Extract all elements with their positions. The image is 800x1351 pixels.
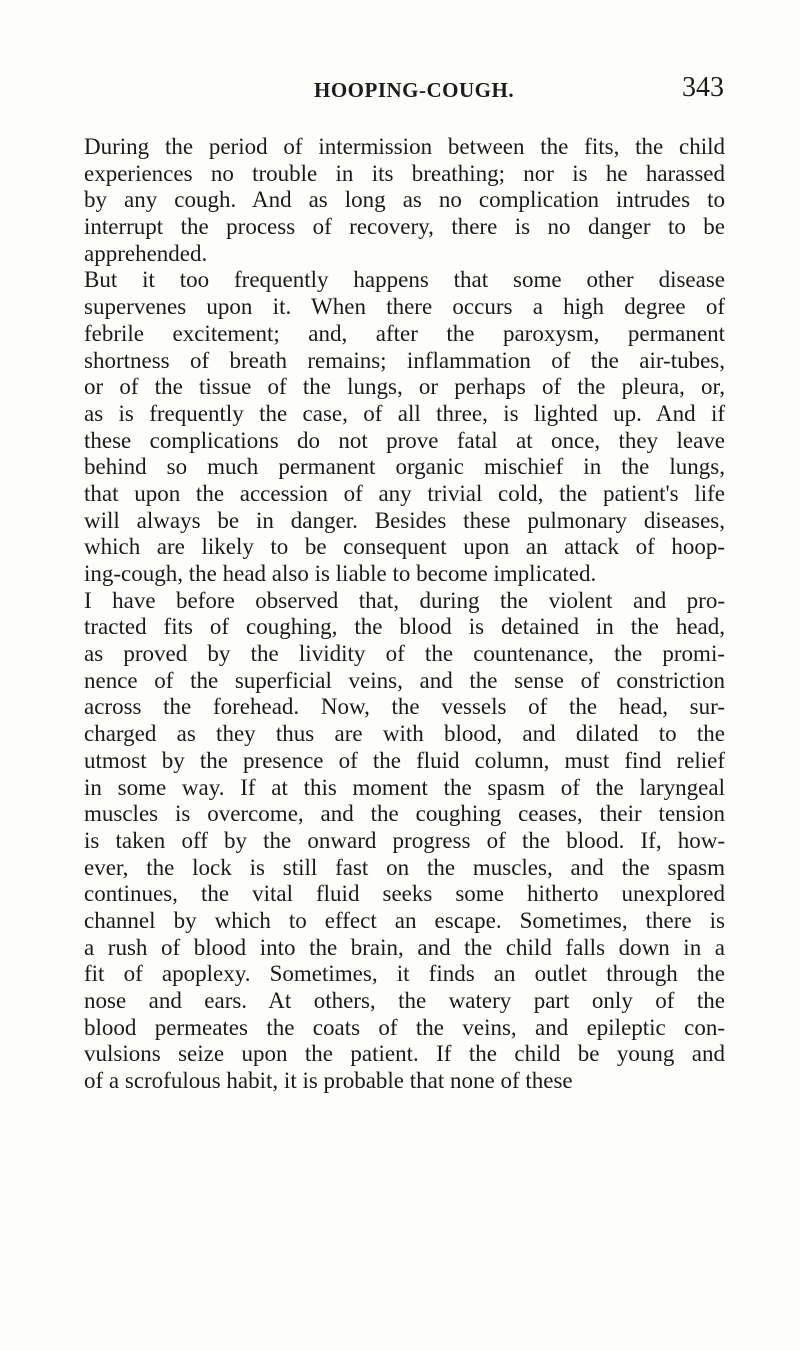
text-line: which are likely to be consequent upon an attack of hoop- (84, 534, 725, 560)
text-line: ever, the lock is still fast on the muscles, and the spasm (84, 854, 725, 880)
running-title: HOOPING-COUGH. (314, 78, 515, 102)
text-line: blood permeates the coats of the veins, and epileptic con- (84, 1014, 725, 1040)
paragraph-1 (84, 134, 725, 267)
paragraph-3 (84, 588, 725, 1095)
text-line: that upon the accession of any trivial cold, the patient's life (84, 480, 725, 506)
text-line: nence of the superficial veins, and the sense of constriction (84, 667, 725, 693)
text-line: interrupt the process of recovery, there is no danger to be (84, 214, 725, 240)
text-line: muscles is overcome, and the coughing ceases, their tension (84, 801, 725, 827)
text-line: ing-cough, the head also is liable to become implicated. (84, 561, 597, 586)
text-line: febrile excitement; and, after the paroxysm, permanent (84, 320, 725, 346)
text-line: channel by which to effect an escape. Sometimes, there is (84, 907, 725, 933)
text-line: fit of apoplexy. Sometimes, it finds an outlet through the (84, 961, 725, 987)
text-line: experiences no trouble in its breathing; nor is he harassed (84, 160, 725, 186)
running-head (84, 72, 724, 106)
text-line: or of the tissue of the lungs, or perhaps of the pleura, or, (84, 374, 725, 400)
text-line: these complications do not prove fatal at once, they leave (84, 427, 725, 453)
text-line: nose and ears. At others, the watery part only of the (84, 988, 725, 1013)
text-line: apprehended. (84, 240, 208, 266)
body-text (84, 134, 725, 1095)
paragraph-2 (84, 267, 725, 587)
text-line: supervenes upon it. When there occurs a high degree of (84, 294, 725, 320)
text-line: vulsions seize upon the patient. If the child be young and (84, 1041, 725, 1067)
text-line: I have before observed that, during the violent and pro- (84, 587, 725, 613)
text-line: is taken off by the onward progress of the blood. If, how- (84, 827, 725, 853)
text-line: But it too frequently happens that some other disease (84, 267, 725, 293)
text-line: utmost by the presence of the fluid column, must find relief (84, 747, 725, 773)
text-line: of a scrofulous habit, it is probable that none of these (84, 1068, 573, 1094)
text-line: in some way. If at this moment the spasm of the laryngeal (84, 774, 725, 800)
text-line: charged as they thus are with blood, and dilated to the (84, 721, 725, 747)
text-line: During the period of intermission between the fits, the child (84, 134, 725, 159)
page-number: 343 (682, 72, 724, 103)
text-line: across the forehead. Now, the vessels of the head, sur- (84, 694, 725, 720)
text-line: tracted fits of coughing, the blood is detained in the head, (84, 614, 725, 640)
text-line: shortness of breath remains; inflammation of the air-tubes, (84, 347, 725, 373)
text-line: behind so much permanent organic mischief in the lungs, (84, 454, 725, 480)
text-line: as is frequently the case, of all three, is lighted up. And if (84, 400, 725, 426)
text-line: will always be in danger. Besides these pulmonary diseases, (84, 507, 725, 533)
text-line: a rush of blood into the brain, and the child falls down in a (84, 934, 725, 960)
text-line: by any cough. And as long as no complication intrudes to (84, 187, 725, 213)
text-line: continues, the vital fluid seeks some hitherto unexplored (84, 881, 725, 907)
text-line: as proved by the lividity of the countenance, the promi- (84, 641, 725, 667)
